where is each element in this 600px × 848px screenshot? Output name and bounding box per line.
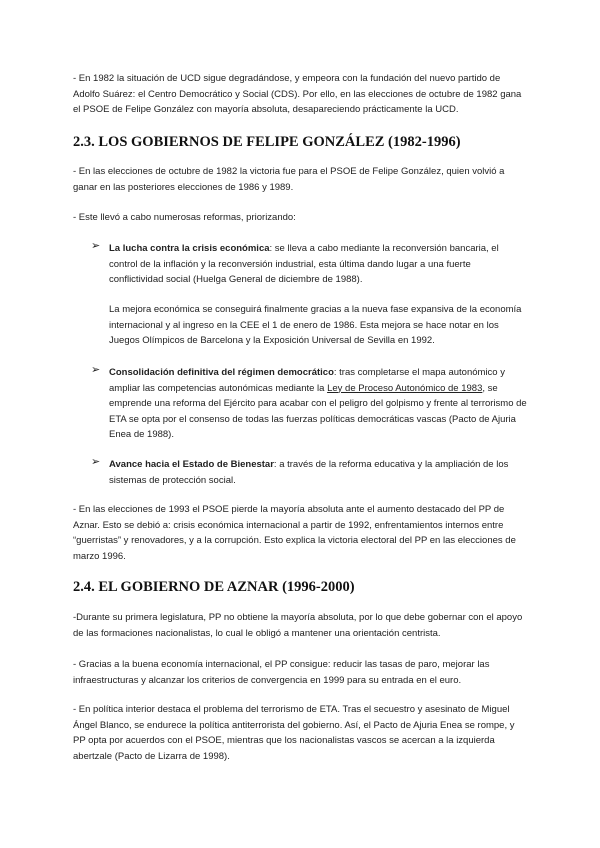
bullet-economic-crisis	[109, 241, 527, 288]
paragraph-elections-1993: - En las elecciones de 1993 el PSOE pierde la mayoría absoluta ante el aumento destacado del PP de Aznar. Esto se debió a: crisis económica internacional a partir de 1992, enfrentamientos internos entre “guerristas” y renovadores, y a la corrupción. Esto explica la victoria electoral del PP en las elecciones de marzo 1996.	[73, 504, 516, 562]
bullet-democratic-consolidation	[109, 365, 527, 443]
bullet-arrow-icon: ➢	[91, 363, 101, 376]
bullet-title: La lucha contra la crisis económica	[109, 243, 270, 254]
paragraph-ucd-decline: - En 1982 la situación de UCD sigue degradándose, y empeora con la fundación del nuevo partido de Adolfo Suárez: el Centro Democrático y Social (CDS). Por ello, en las elecciones de octubre de 1982 gana el PSOE de Felipe González con mayoría absoluta, desapareciendo prácticamente la UCD.	[73, 73, 522, 115]
paragraph-elections-1982: - En las elecciones de octubre de 1982 la victoria fue para el PSOE de Felipe González, quien volvió a ganar en las posteriores elecciones de 1986 y 1989.	[73, 166, 505, 193]
bullet-arrow-icon: ➢	[91, 239, 101, 252]
bullet-text: : se lleva a cabo mediante la reconversión bancaria, el control de la inflación y la reconversión industrial, esta última dando lugar a una fuerte conflictividad social (Huelga General de diciembre de 1988).	[109, 243, 499, 285]
bullet-text: , se emprende una reforma del Ejército para acabar con el peligro del golpismo y frente al terrorismo de ETA se opta por el consenso de todas las fuerzas políticas democráticas vascas (Pacto de Ajuria Enea de 1988).	[109, 382, 527, 440]
paragraph-terrorism: - En política interior destaca el problema del terrorismo de ETA. Tras el secuestro y asesinato de Miguel Ángel Blanco, se endurece la política antiterrorista del gobierno. Así, el Pacto de Ajuria Enea se rompe, y PP opta por acuerdos con el PSOE, mientras que los nacionalistas vascos se acercan a la izquierda abertzale (Pacto de Lizarra de 1998).	[73, 704, 515, 762]
section-heading-aznar: 2.4. EL GOBIERNO DE AZNAR (1996-2000)	[73, 579, 355, 595]
bullet-title: Avance hacia el Estado de Bienestar	[109, 459, 274, 470]
bullet-title: Consolidación definitiva del régimen democrático	[109, 367, 334, 378]
bullet-text: : a través de la reforma educativa y la ampliación de los sistemas de protección social.	[109, 459, 509, 486]
bullet-arrow-icon: ➢	[91, 455, 101, 468]
law-link[interactable]: Ley de Proceso Autonómico de 1983	[327, 382, 483, 394]
bullet-welfare-state	[109, 457, 527, 488]
bullet-text: : tras completarse el mapa autonómico y ampliar las competencias autonómicas mediante la	[109, 367, 505, 394]
paragraph-economy: - Gracias a la buena economía internacional, el PP consigue: reducir las tasas de paro, mejorar las infraestructuras y alcanzar los criterios de convergencia en 1999 para su entrada en el euro.	[73, 659, 490, 686]
section-heading-felipe-gonzalez: 2.3. LOS GOBIERNOS DE FELIPE GONZÁLEZ (1982-1996)	[73, 134, 461, 150]
paragraph-economic-improvement: La mejora económica se conseguirá finalmente gracias a la nueva fase expansiva de la economía internacional y al ingreso en la CEE el 1 de enero de 1986. Esta mejora se hace notar en los Juegos Olímpicos de Barcelona y la Exposición Universal de Sevilla en 1992.	[109, 304, 522, 346]
paragraph-first-legislature: -Durante su primera legislatura, PP no obtiene la mayoría absoluta, por lo que debe gobernar con el apoyo de las formaciones nacionalistas, lo cual le obligó a mantener una orientación centrista.	[73, 612, 523, 639]
paragraph-reforms-intro: - Este llevó a cabo numerosas reformas, priorizando:	[73, 212, 296, 223]
